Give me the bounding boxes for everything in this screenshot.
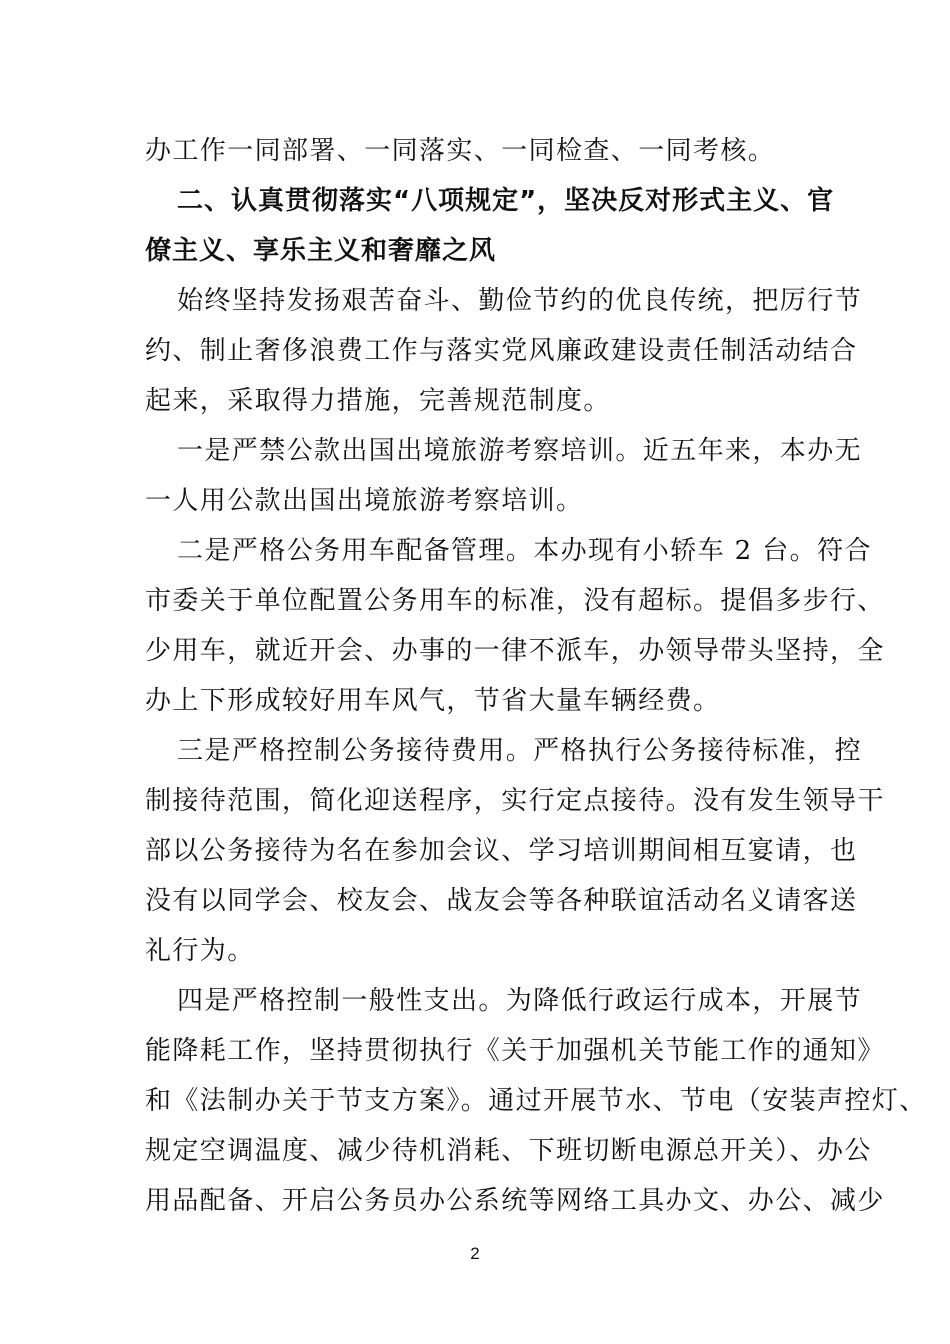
paragraph-line: 起来，采取得力措施，完善规范制度。 <box>145 386 611 416</box>
paragraph-line: 部以公务接待为名在参加会议、学习培训期间相互宴请，也 <box>145 836 858 866</box>
section-heading-continued: 僚主义、享乐主义和奢靡之风 <box>145 236 497 266</box>
paragraph-line: 约、制止奢侈浪费工作与落实党风廉政建设责任制活动结合 <box>145 336 858 366</box>
paragraph-line: 和《法制办关于节支方案》。通过开展节水、节电（安装声控灯、 <box>145 1086 927 1116</box>
section-heading: 二、认真贯彻落实“八项规定”，坚决反对形式主义、官 <box>177 186 835 216</box>
paragraph-line: 没有以同学会、校友会、战友会等各种联谊活动名义请客送 <box>145 886 858 916</box>
paragraph-line: 用品配备、开启公务员办公系统等网络工具办文、办公、减少 <box>145 1186 885 1216</box>
paragraph-line: 一人用公款出国出境旅游考察培训。 <box>145 486 584 516</box>
page-number: 2 <box>470 1244 480 1263</box>
paragraph-line: 一是严禁公款出国出境旅游考察培训。近五年来，本办无 <box>177 436 863 466</box>
paragraph-line: 三是严格控制公务接待费用。严格执行公务接待标准，控 <box>177 736 863 766</box>
paragraph-line: 二是严格公务用车配备管理。本办现有小轿车 2 台。符合 <box>177 536 872 566</box>
text-line: 办工作一同部署、一同落实、一同检查、一同考核。 <box>145 136 776 166</box>
paragraph-line: 四是严格控制一般性支出。为降低行政运行成本，开展节 <box>177 986 863 1016</box>
paragraph-line: 市委关于单位配置公务用车的标准，没有超标。提倡多步行、 <box>145 586 885 616</box>
paragraph-line: 少用车，就近开会、办事的一律不派车，办领导带头坚持，全 <box>145 636 885 666</box>
paragraph-line: 制接待范围，简化迎送程序，实行定点接待。没有发生领导干 <box>145 786 885 816</box>
paragraph-line: 始终坚持发扬艰苦奋斗、勤俭节约的优良传统，把厉行节 <box>177 286 863 316</box>
paragraph-line: 规定空调温度、减少待机消耗、下班切断电源总开关）、办公 <box>145 1136 872 1166</box>
paragraph-line: 能降耗工作，坚持贯彻执行《关于加强机关节能工作的通知》 <box>145 1036 885 1066</box>
paragraph-line: 礼行为。 <box>145 936 255 966</box>
paragraph-line: 办上下形成较好用车风气，节省大量车辆经费。 <box>145 686 721 716</box>
